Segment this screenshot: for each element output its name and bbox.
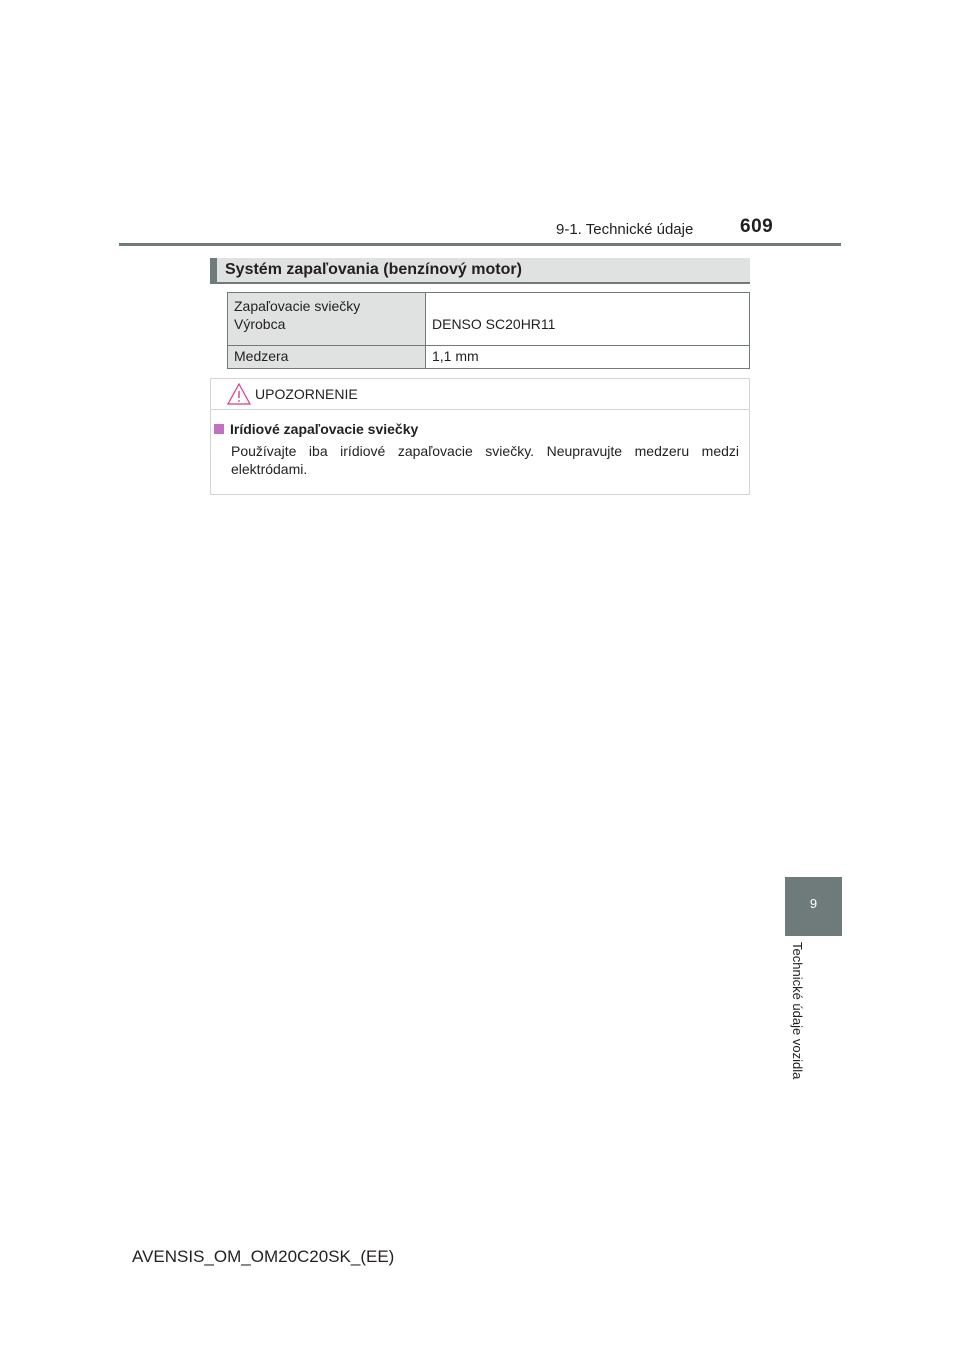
table-cell-value xyxy=(426,293,750,346)
value-text: 1,1 mm xyxy=(432,348,479,364)
caution-item-heading xyxy=(214,421,418,437)
header-rule xyxy=(119,243,841,246)
label-line: Zapaľovacie sviečky xyxy=(234,298,361,314)
table-cell-label xyxy=(228,293,426,346)
square-bullet-icon xyxy=(214,424,224,434)
table-row xyxy=(228,346,750,369)
caution-item-text: Používajte iba irídiové zapaľovacie sviečky. Neupravujte medzeru medzi elektródami. xyxy=(231,443,739,477)
section-title: Systém zapaľovania (benzínový motor) xyxy=(225,261,522,278)
caution-box xyxy=(210,378,750,495)
chapter-number: 9 xyxy=(809,896,818,911)
header-section-title: 9-1. Technické údaje xyxy=(556,221,694,238)
warning-triangle-icon xyxy=(226,382,252,406)
caution-header xyxy=(211,379,749,410)
section-heading-bar xyxy=(210,258,750,284)
label-line: Výrobca xyxy=(234,316,286,332)
table-cell-label xyxy=(228,346,426,369)
value-text: DENSO SC20HR11 xyxy=(432,316,556,332)
chapter-tab xyxy=(785,877,842,936)
chapter-label: Technické údaje vozidla xyxy=(790,942,805,1080)
footer-document-code: AVENSIS_OM_OM20C20SK_(EE) xyxy=(132,1247,395,1266)
page-number: 609 xyxy=(740,216,774,237)
spec-table xyxy=(227,292,750,369)
table-row xyxy=(228,293,750,346)
caution-item-title: Irídiové zapaľovacie sviečky xyxy=(230,421,419,437)
label-line: Medzera xyxy=(234,348,289,364)
caution-title: UPOZORNENIE xyxy=(255,386,358,402)
table-cell-value xyxy=(426,346,750,369)
section-heading-accent xyxy=(210,258,217,282)
